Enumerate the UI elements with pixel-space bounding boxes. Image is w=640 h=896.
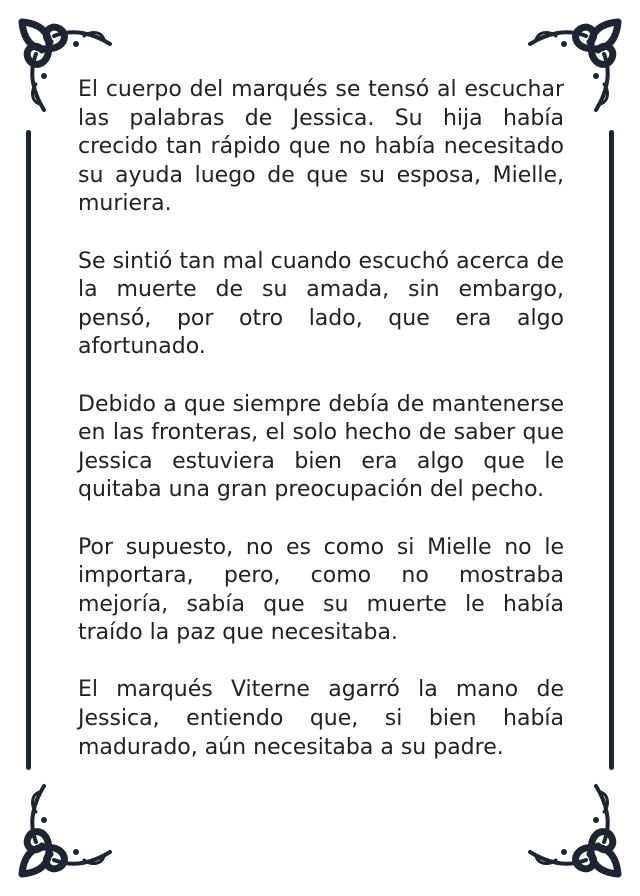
story-text — [78, 76, 564, 791]
paragraph: El marqués Viterne agarró la mano de Jessica, entiendo que, si bien había madurado, aún necesitaba a su padre. — [78, 677, 564, 760]
paragraph: El cuerpo del marqués se tensó al escuchar las palabras de Jessica. Su hija había crecido tan rápido que no había necesitado su ayuda luego de que su esposa, Mielle, muriera. — [78, 77, 564, 217]
paragraph: Debido a que siempre debía de mantenerse en las fronteras, el solo hecho de saber que Jessica estuviera bien era algo que le quitaba una gran preocupación del pecho. — [78, 391, 564, 503]
paragraph: Se sintió tan mal cuando escuchó acerca de la muerte de su amada, sin embargo, pensó, por otro lado, que era algo afortunado. — [78, 248, 564, 360]
paragraph: Por supuesto, no es como si Mielle no le importara, pero, como no mostraba mejoría, sabía que su muerte le había traído la paz que necesitaba. — [78, 534, 564, 646]
left-border-rule — [26, 130, 31, 770]
right-border-rule — [609, 130, 614, 770]
